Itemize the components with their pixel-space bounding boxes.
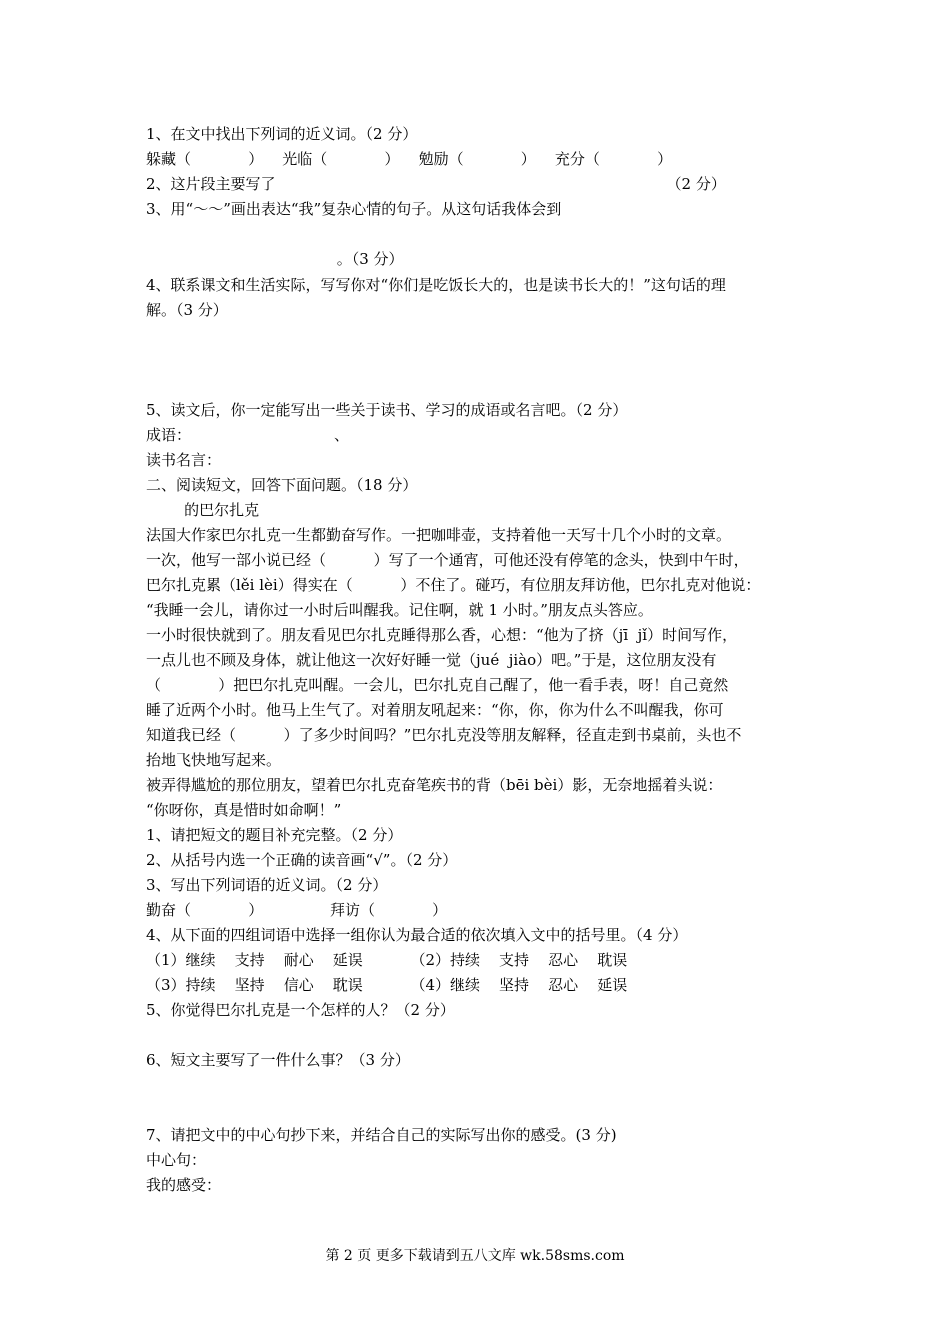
passage-line: 抬地飞快地写起来。 [146, 751, 282, 769]
passage-line: 知道我已经（ ）了多少时间吗？”巴尔扎克没等朋友解释，径直走到书桌前，头也不 [146, 726, 742, 744]
passage-line: “我睡一会儿，请你过一小时后叫醒我。记住啊，就 1 小时。”朋友点头答应。 [146, 601, 653, 619]
s2-question-2: 2、从括号内选一个正确的读音画“√”。（2 分） [146, 851, 458, 869]
passage-line: 巴尔扎克累（lěi lèi）得实在（ ）不住了。碰巧，有位朋友拜访他，巴尔扎克对他说： [146, 576, 761, 594]
passage-line: “你呀你，真是惜时如命啊！” [146, 801, 342, 819]
center-sentence-label: 中心句： [146, 1151, 207, 1169]
quote-label: 读书名言： [146, 451, 222, 469]
passage-line: 睡了近两个小时。他马上生气了。对着朋友吼起来：“你，你，你为什么不叫醒我，你可 [146, 701, 724, 719]
s2-question-7: 7、请把文中的中心句抄下来，并结合自己的实际写出你的感受。(3 分) [146, 1126, 617, 1144]
idiom-label: 成语： 、 [146, 426, 350, 444]
passage-line: 一次，他写一部小说已经（ ）写了一个通宵，可他还没有停笔的念头，快到中午时， [146, 551, 749, 569]
s2-question-4-options-row: （3）持续 坚持 信心 耽误 （4）继续 坚持 忍心 延误 [146, 976, 628, 994]
s2-question-4-options-row: （1）继续 支持 耐心 延误 （2）持续 支持 忍心 耽误 [146, 951, 628, 969]
s1-question-5: 5、读文后，你一定能写出一些关于读书、学习的成语或名言吧。（2 分） [146, 401, 628, 419]
s2-question-5: 5、你觉得巴尔扎克是一个怎样的人？（2 分） [146, 1001, 455, 1019]
s2-question-4: 4、从下面的四组词语中选择一组你认为最合适的依次填入文中的括号里。（4 分） [146, 926, 688, 944]
s2-question-1: 1、请把短文的题目补充完整。（2 分） [146, 826, 403, 844]
s1-question-1-blanks: 躲藏（ ） 光临（ ） 勉励（ ） 充分（ ） [146, 150, 673, 168]
passage-line: 一点儿也不顾及身体，就让他这一次好好睡一觉（jué jiào）吧。”于是，这位朋友没有 [146, 651, 717, 669]
s1-question-2: 2、这片段主要写了 （2 分） [146, 175, 726, 193]
s2-question-3: 3、写出下列词语的近义词。（2 分） [146, 876, 388, 894]
passage-line: （ ）把巴尔扎克叫醒。一会儿，巴尔扎克自己醒了，他一看手表，呀！自己竟然 [146, 676, 729, 694]
s1-question-4-line-2: 解。（3 分） [146, 301, 228, 319]
s1-question-3: 3、用“～～”画出表达“我”复杂心情的句子。从这句话我体会到 [146, 200, 562, 218]
s2-question-6: 6、短文主要写了一件什么事？（3 分） [146, 1051, 410, 1069]
passage-line: 一小时很快就到了。朋友看见巴尔扎克睡得那么香，心想：“他为了挤（jī jǐ）时间写作， [146, 626, 738, 644]
feeling-label: 我的感受： [146, 1176, 222, 1194]
section-2-heading: 二、阅读短文，回答下面问题。（18 分） [146, 476, 418, 494]
passage-line: 被弄得尴尬的那位朋友，望着巴尔扎克奋笔疾书的背（bēi bèi）影，无奈地摇着头说： [146, 776, 723, 794]
s1-question-1: 1、在文中找出下列词的近义词。（2 分） [146, 125, 418, 143]
page-footer: 第 2 页 更多下载请到五八文库 wk.58sms.com [325, 1248, 625, 1264]
passage-line: 法国大作家巴尔扎克一生都勤奋写作。一把咖啡壶，支持着他一天写十几个小时的文章。 [146, 526, 732, 544]
passage-title: 的巴尔扎克 [146, 501, 260, 519]
s2-question-3-blanks: 勤奋（ ） 拜访（ ） [146, 901, 448, 919]
s1-question-4-line-1: 4、联系课文和生活实际，写写你对“你们是吃饭长大的，也是读书长大的！”这句话的理 [146, 276, 726, 294]
s1-question-3-end: 。（3 分） [146, 250, 404, 268]
